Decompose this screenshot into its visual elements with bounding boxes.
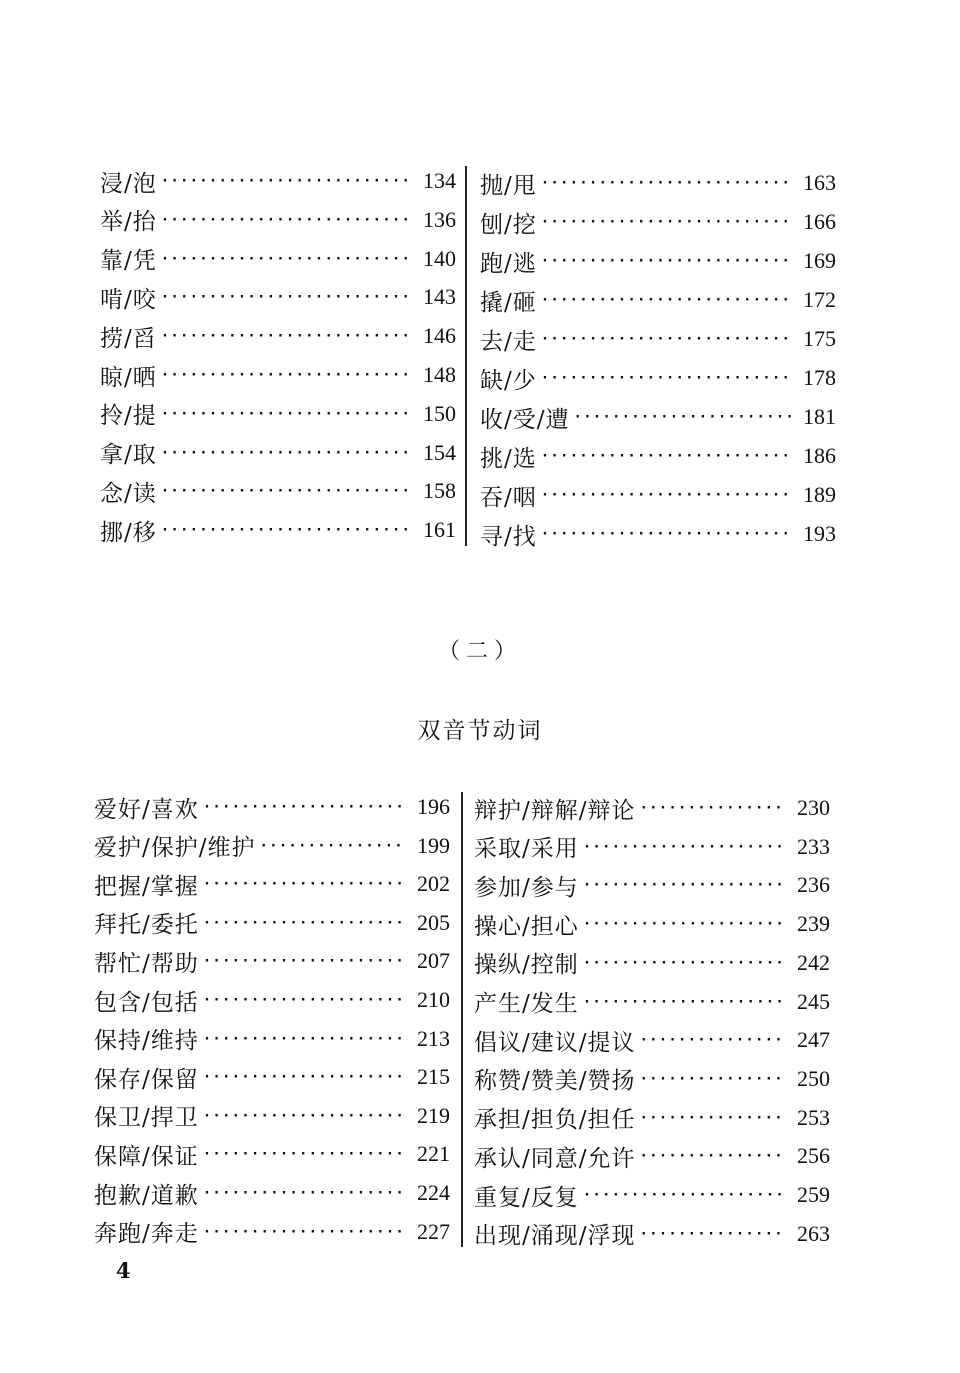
toc-entry: [94, 983, 450, 1017]
toc-entry: [474, 1139, 830, 1173]
toc-entry: [474, 1217, 830, 1251]
toc-entry: [474, 791, 830, 825]
section-number: （二）: [437, 639, 522, 664]
dot-leader: [640, 1139, 788, 1173]
entry-term: 重复/反复: [474, 1184, 579, 1211]
entry-term: 抛/甩: [480, 172, 537, 199]
entry-page-number: 242: [797, 949, 830, 975]
entry-page-number: 219: [417, 1102, 450, 1128]
entry-page-number: 210: [417, 987, 450, 1012]
entry-term: 跑/逃: [480, 250, 537, 277]
toc-entry: [94, 1215, 450, 1249]
entry-page-number: 196: [417, 794, 450, 819]
entry-page-number: 250: [797, 1065, 830, 1091]
toc-entry: [474, 868, 830, 902]
entry-term: 保存/保留: [94, 1066, 199, 1093]
dot-leader: [583, 946, 787, 980]
toc-entry: [94, 1060, 450, 1094]
entry-page-number: 224: [417, 1180, 450, 1205]
entry-page-number: 227: [417, 1218, 450, 1244]
toc-entry: [480, 478, 836, 512]
toc-entry: [100, 203, 456, 237]
dot-leader: [203, 944, 407, 978]
toc-entry: [100, 474, 456, 508]
entry-term: 拎/提: [100, 403, 157, 430]
toc-entry: [94, 790, 450, 824]
entry-term: 举/抬: [100, 209, 157, 236]
entry-page-number: 193: [803, 521, 836, 546]
entry-term: 参加/参与: [474, 874, 579, 901]
dot-leader: [203, 906, 407, 940]
entry-term: 挑/选: [480, 445, 537, 472]
entry-page-number: 199: [417, 832, 450, 858]
toc-entry: [94, 944, 450, 978]
dot-leader: [583, 985, 787, 1019]
entry-term: 念/读: [100, 480, 157, 507]
toc-entry: [100, 513, 456, 547]
entry-page-number: 172: [803, 287, 836, 312]
column-divider: [465, 166, 467, 546]
entry-page-number: 245: [797, 988, 830, 1014]
entry-term: 承担/担负/担任: [474, 1107, 636, 1134]
entry-page-number: 150: [423, 400, 456, 426]
toc-entry: [100, 397, 456, 431]
toc-entry: [480, 244, 836, 278]
dot-leader: [161, 513, 413, 547]
entry-term: 保障/保证: [94, 1143, 199, 1170]
dot-leader: [203, 1176, 407, 1210]
dot-leader: [541, 283, 793, 317]
entry-term: 吞/咽: [480, 484, 537, 511]
dot-leader: [583, 1178, 787, 1212]
dot-leader: [640, 1023, 788, 1057]
entry-term: 寻/找: [480, 523, 537, 550]
toc-entry: [94, 829, 450, 863]
entry-term: 浸/泡: [100, 170, 157, 197]
entry-term: 保卫/捍卫: [94, 1105, 199, 1132]
toc-entry: [474, 830, 830, 864]
entry-page-number: 215: [417, 1064, 450, 1090]
entry-page-number: 256: [797, 1143, 830, 1169]
entry-page-number: 205: [417, 909, 450, 935]
entry-term: 靠/凭: [100, 248, 157, 275]
entry-page-number: 233: [797, 833, 830, 859]
toc-entry: [100, 280, 456, 314]
dot-leader: [203, 1099, 407, 1133]
toc-entry: [100, 242, 456, 276]
section-title: 双音节动词: [417, 718, 543, 744]
entry-page-number: 189: [803, 482, 836, 507]
toc-entry: [480, 166, 836, 200]
dot-leader: [541, 244, 793, 278]
entry-page-number: 148: [423, 362, 456, 387]
entry-page-number: 259: [797, 1182, 830, 1207]
entry-page-number: 166: [803, 209, 836, 234]
entry-term: 辩护/辩解/辩论: [474, 797, 636, 824]
entry-page-number: 163: [803, 170, 836, 195]
toc-entry: [480, 439, 836, 473]
dot-leader: [161, 319, 413, 353]
entry-page-number: 230: [797, 795, 830, 820]
entry-term: 把握/掌握: [94, 873, 199, 900]
dot-leader: [161, 436, 413, 470]
dot-leader: [161, 203, 413, 237]
entry-term: 采取/采用: [474, 836, 579, 863]
entry-term: 挪/移: [100, 519, 157, 546]
entry-term: 包含/包括: [94, 989, 199, 1016]
page-number: 4: [116, 1258, 131, 1283]
toc-entry: [94, 1137, 450, 1171]
entry-page-number: 236: [797, 872, 830, 898]
entry-page-number: 140: [423, 245, 456, 271]
entry-page-number: 161: [423, 517, 456, 543]
toc-entry: [474, 985, 830, 1019]
column-divider: [461, 792, 463, 1247]
entry-term: 产生/发生: [474, 991, 579, 1017]
entry-term: 奔跑/奔走: [94, 1221, 199, 1248]
entry-page-number: 253: [797, 1104, 830, 1130]
dot-leader: [541, 361, 793, 395]
entry-term: 爱好/喜欢: [94, 796, 199, 823]
dot-leader: [541, 517, 793, 551]
toc-entry: [100, 319, 456, 353]
entry-term: 操纵/控制: [474, 952, 579, 979]
entry-term: 去/走: [480, 328, 537, 355]
entry-page-number: 146: [423, 323, 456, 349]
dot-leader: [161, 164, 413, 198]
toc-entry: [474, 1178, 830, 1212]
entry-page-number: 202: [417, 871, 450, 897]
entry-term: 抱歉/道歉: [94, 1182, 199, 1209]
entry-term: 晾/晒: [100, 364, 157, 391]
dot-leader: [541, 205, 793, 239]
toc-entry: [480, 517, 836, 551]
entry-term: 爱护/保护/维护: [94, 835, 256, 862]
dot-leader: [260, 829, 408, 863]
entry-page-number: 207: [417, 948, 450, 974]
dot-leader: [541, 166, 793, 200]
dot-leader: [203, 867, 407, 901]
entry-page-number: 221: [417, 1141, 450, 1167]
entry-page-number: 213: [417, 1025, 450, 1051]
entry-page-number: 181: [803, 404, 836, 429]
dot-leader: [640, 1062, 788, 1096]
dot-leader: [161, 280, 413, 314]
entry-page-number: 136: [423, 206, 456, 232]
dot-leader: [583, 907, 787, 941]
toc-entry: [474, 907, 830, 941]
dot-leader: [640, 791, 788, 825]
entry-term: 撬/砸: [480, 289, 537, 316]
dot-leader: [541, 439, 793, 473]
entry-page-number: 134: [423, 168, 456, 193]
toc-entry: [480, 322, 836, 356]
entry-term: 承认/同意/允许: [474, 1145, 636, 1172]
dot-leader: [203, 790, 407, 824]
dot-leader: [640, 1101, 788, 1135]
entry-page-number: 158: [423, 478, 456, 504]
dot-leader: [640, 1217, 788, 1251]
toc-entry: [94, 906, 450, 940]
toc-entry: [100, 164, 456, 198]
entry-page-number: 186: [803, 443, 836, 468]
toc-entry: [94, 867, 450, 901]
entry-term: 啃/咬: [100, 286, 157, 313]
entry-page-number: 154: [423, 439, 456, 465]
dot-leader: [161, 397, 413, 431]
toc-entry: [480, 283, 836, 317]
dot-leader: [203, 983, 407, 1017]
entry-page-number: 247: [797, 1027, 830, 1053]
toc-entry: [474, 1062, 830, 1096]
dot-leader: [203, 1215, 407, 1249]
dot-leader: [541, 478, 793, 512]
toc-entry: [480, 400, 836, 434]
dot-leader: [203, 1137, 407, 1171]
toc-entry: [94, 1099, 450, 1133]
entry-page-number: 175: [803, 326, 836, 351]
dot-leader: [203, 1022, 407, 1056]
entry-page-number: 263: [797, 1220, 830, 1246]
dot-leader: [161, 358, 413, 392]
entry-term: 刨/挖: [480, 211, 537, 238]
dot-leader: [541, 322, 793, 356]
dot-leader: [161, 474, 413, 508]
toc-entry: [474, 1023, 830, 1057]
entry-page-number: 169: [803, 248, 836, 273]
entry-term: 保持/维持: [94, 1028, 199, 1055]
entry-page-number: 239: [797, 911, 830, 937]
entry-term: 操心/担心: [474, 913, 579, 940]
toc-entry: [94, 1022, 450, 1056]
toc-entry: [100, 436, 456, 470]
entry-term: 称赞/赞美/赞扬: [474, 1068, 636, 1095]
dot-leader: [583, 868, 787, 902]
entry-term: 拿/取: [100, 442, 157, 469]
toc-entry: [474, 1101, 830, 1135]
entry-page-number: 178: [803, 365, 836, 390]
dot-leader: [161, 242, 413, 276]
toc-entry: [94, 1176, 450, 1210]
dot-leader: [574, 400, 794, 434]
entry-term: 出现/涌现/浮现: [474, 1223, 636, 1250]
toc-entry: [480, 205, 836, 239]
entry-term: 缺/少: [480, 367, 537, 394]
entry-term: 倡议/建议/提议: [474, 1029, 636, 1056]
entry-term: 捞/舀: [100, 325, 157, 352]
entry-term: 收/受/遭: [480, 406, 570, 433]
toc-entry: [480, 361, 836, 395]
entry-term: 拜托/委托: [94, 912, 199, 939]
dot-leader: [203, 1060, 407, 1094]
entry-page-number: 143: [423, 284, 456, 310]
toc-entry: [100, 358, 456, 392]
entry-term: 帮忙/帮助: [94, 950, 199, 977]
toc-entry: [474, 946, 830, 980]
dot-leader: [583, 830, 787, 864]
